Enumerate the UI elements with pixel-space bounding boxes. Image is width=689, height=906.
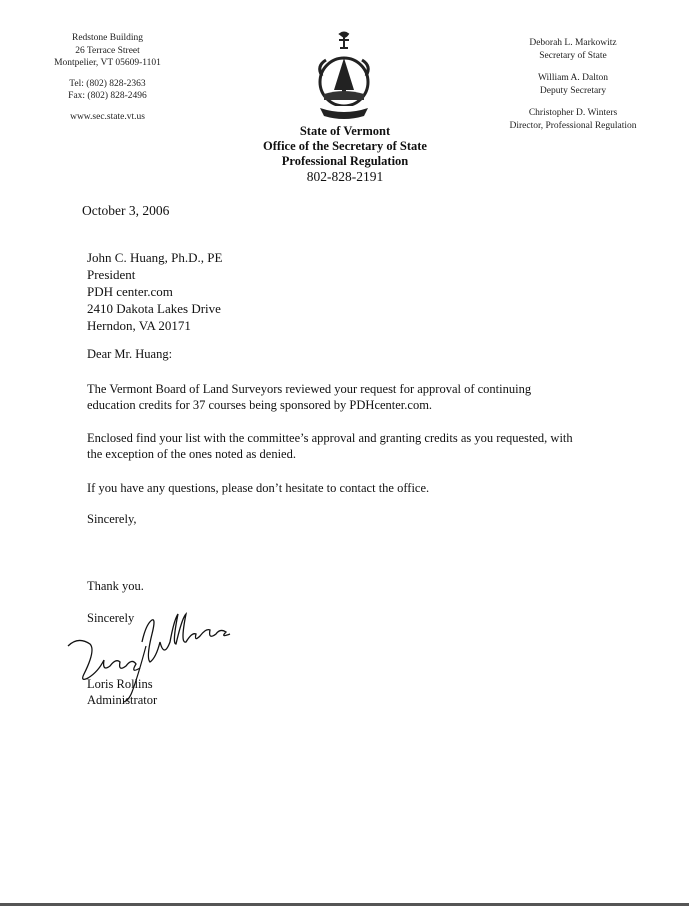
agency-heading xyxy=(220,124,470,184)
closing-sincerely-2: Sincerely xyxy=(87,611,135,625)
fax-number: Fax: (802) 828-2496 xyxy=(68,91,147,101)
paragraph-line: education credits for 37 courses being sponsored by PDHcenter.com. xyxy=(87,398,433,412)
closing-sincerely: Sincerely, xyxy=(87,512,137,526)
official-name: Deborah L. Markowitz xyxy=(529,38,617,48)
recipient-line: 2410 Dakota Lakes Drive xyxy=(87,301,221,316)
paragraph-line: If you have any questions, please don’t hesitate to contact the office. xyxy=(87,481,430,495)
recipient-line: Herndon, VA 20171 xyxy=(87,318,191,333)
thank-you: Thank you. xyxy=(87,579,144,593)
recipient-line: President xyxy=(87,267,136,282)
tel-number: Tel: (802) 828-2363 xyxy=(69,78,146,89)
office-name: Office of the Secretary of State xyxy=(263,139,427,153)
paragraph-2 xyxy=(87,430,647,462)
signer-name: Loris Rollins xyxy=(87,677,153,691)
division-name: Professional Regulation xyxy=(281,154,409,168)
salutation: Dear Mr. Huang: xyxy=(87,347,173,361)
paragraph-line: Enclosed find your list with the committee’s approval and granting credits as you requested, with xyxy=(87,431,573,445)
address-line: Redstone Building xyxy=(72,33,143,43)
paragraph-line: The Vermont Board of Land Surveyors reviewed your request for approval of continuing xyxy=(87,382,532,396)
state-name: State of Vermont xyxy=(299,124,391,138)
letter-date: October 3, 2006 xyxy=(82,203,170,218)
official-title: Deputy Secretary xyxy=(539,85,607,96)
website: www.sec.state.vt.us xyxy=(70,111,145,122)
official-title: Secretary of State xyxy=(539,50,607,61)
paragraph-line: the exception of the ones noted as denied. xyxy=(87,447,296,461)
signer-title: Administrator xyxy=(87,693,158,707)
paragraph-3 xyxy=(87,480,647,496)
recipient-line: John C. Huang, Ph.D., PE xyxy=(87,250,223,265)
paragraph-1 xyxy=(87,381,647,413)
address-line: 26 Terrace Street xyxy=(75,45,140,56)
office-phone: 802-828-2191 xyxy=(306,169,384,184)
official-name: Christopher D. Winters xyxy=(528,108,618,118)
official-name: William A. Dalton xyxy=(537,73,609,83)
address-line: Montpelier, VT 05609-1101 xyxy=(54,58,161,68)
office-address-block xyxy=(40,32,175,123)
recipient-line: PDH center.com xyxy=(87,284,173,299)
official-title: Director, Professional Regulation xyxy=(509,120,637,131)
vermont-state-seal-icon xyxy=(310,30,378,122)
officials-block xyxy=(488,37,658,132)
recipient-address xyxy=(87,249,222,334)
